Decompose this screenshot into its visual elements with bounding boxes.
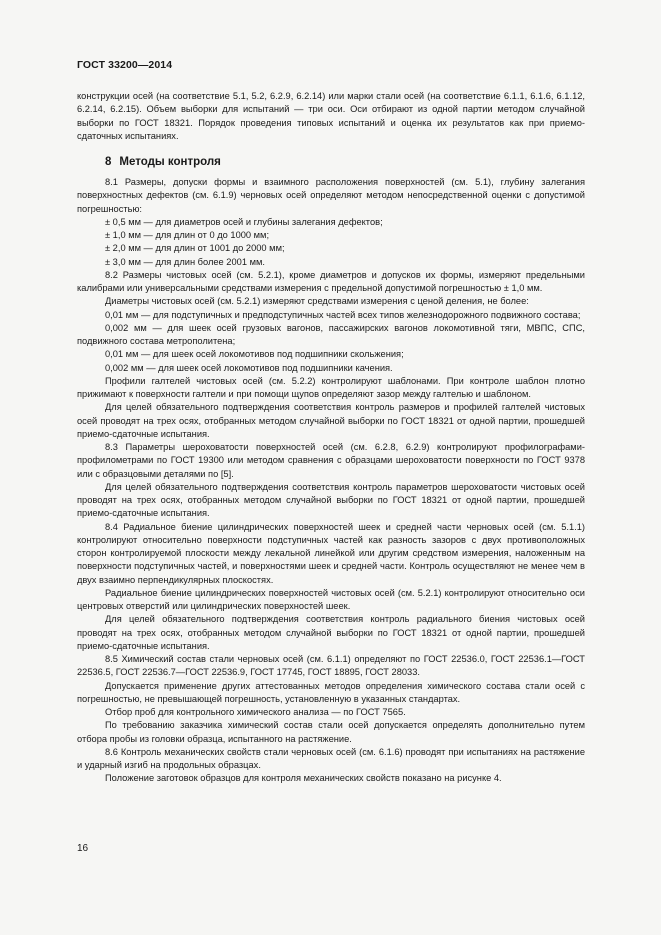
clause-8-4: 8.4 Радиальное биение цилиндрических поверхностей шеек и средней части черновых осей (см. 5.1.1) контролируют относительно поверхности подступичных частей как разность зазоров с двух противоположных сторон контролируемой плоскости между лекальной линейкой или другим средством измерения, наложенным на поверхности подступичных частей, и поверхностями шеек и средней части. Контроль осуществляют не менее чем в двух взаимно перпендикулярных плоскостях. <box>77 521 585 585</box>
tolerance-item: ± 3,0 мм — для длин более 2001 мм. <box>105 256 265 267</box>
tolerance-item: ± 2,0 мм — для длин от 1001 до 2000 мм; <box>105 243 285 254</box>
paragraph: Для целей обязательного подтверждения соответствия контроль радиального биения чистовых осей проводят на трех осях, отобранных методом случайной выборки по ГОСТ 18321 от одной партии, прошедшей приемо-сдаточные испытания. <box>77 614 585 651</box>
paragraph: Диаметры чистовых осей (см. 5.2.1) измеряют средствами измерения с ценой деления, не более: <box>105 296 529 307</box>
section-number: 8 <box>105 156 112 168</box>
paragraph: Для целей обязательного подтверждения соответствия контроль размеров и профилей галтелей чистовых осей проводят на трех осях, отобранных методом случайной выборки по ГОСТ 18321 от одной партии, прошедшей приемо-сдаточные испытания. <box>77 402 585 439</box>
clause-8-1: 8.1 Размеры, допуски формы и взаимного расположения поверхностей (см. 5.1), глубину залегания поверхностных дефектов (см. 6.1.9) черновых осей определяют методом непосредственной оценки с допустимой погрешностью: <box>77 177 585 214</box>
clause-8-5: 8.5 Химический состав стали черновых осей (см. 6.1.1) определяют по ГОСТ 22536.0, ГОСТ 22536.1—ГОСТ 22536.5, ГОСТ 22536.7—ГОСТ 22536.9, ГОСТ 17745, ГОСТ 18895, ГОСТ 28033. <box>77 654 585 678</box>
list-item: 0,01 мм — для подступичных и предподступичных частей всех типов железнодорожного подвижного состава; <box>105 309 581 320</box>
page-number: 16 <box>77 843 89 854</box>
paragraph: Радиальное биение цилиндрических поверхностей чистовых осей (см. 5.2.1) контролируют относительно оси центровых отверстий или цилиндрических поверхностей шеек. <box>77 587 585 611</box>
clause-8-3: 8.3 Параметры шероховатости поверхностей осей (см. 6.2.8, 6.2.9) контролируют профилографами-профилометрами по ГОСТ 19300 или методом сравнения с образцами шероховатости поверхности по ГОСТ 9378 или с образцовыми деталями по [5]. <box>77 442 585 479</box>
intro-paragraph: конструкции осей (на соответствие 5.1, 5.2, 6.2.9, 6.2.14) или марки стали осей (на соответствие 6.1.1, 6.1.6, 6.1.12, 6.2.14, 6.2.15). Объем выборки для испытаний — три оси. Оси отбирают из одной партии методом случайной выборки по ГОСТ 18321. Порядок проведения типовых испытаний и оценка их результатов как при приемо-сдаточных испытаниях. <box>77 91 585 141</box>
clause-8-2: 8.2 Размеры чистовых осей (см. 5.2.1), кроме диаметров и допусков их формы, измеряют предельными калибрами или универсальными средствами измерения с предельной допустимой погрешностью ± 1,0 мм. <box>77 269 585 293</box>
section-title: Методы контроля <box>119 156 221 168</box>
clause-8-6: 8.6 Контроль механических свойств стали черновых осей (см. 6.1.6) проводят при испытаниях на растяжение и ударный изгиб на продольных образцах. <box>77 746 585 770</box>
list-item: 0,002 мм — для шеек осей грузовых вагонов, пассажирских вагонов локомотивной тяги, МВПС, СПС, подвижного состава метрополитена; <box>77 322 585 346</box>
list-item: 0,01 мм — для шеек осей локомотивов под подшипники скольжения; <box>105 349 404 360</box>
section-heading <box>105 154 585 170</box>
standard-header: ГОСТ 33200—2014 <box>77 59 173 71</box>
tolerance-item: ± 0,5 мм — для диаметров осей и глубины залегания дефектов; <box>105 216 383 227</box>
paragraph: Профили галтелей чистовых осей (см. 5.2.2) контролируют шаблонами. При контроле шаблон плотно прижимают к поверхности галтели и при помощи щупов определяют зазор между галтелью и шаблоном. <box>77 375 585 399</box>
paragraph: По требованию заказчика химический состав стали осей допускается определять дополнительно путем отбора пробы из головки образца, испытанного на растяжение. <box>77 720 585 744</box>
page-body <box>77 90 585 786</box>
paragraph: Допускается применение других аттестованных методов определения химического состава стали осей с погрешностью, не превышающей погрешность, установленную в указанных стандартах. <box>77 680 585 704</box>
tolerance-item: ± 1,0 мм — для длин от 0 до 1000 мм; <box>105 230 270 240</box>
list-item: 0,002 мм — для шеек осей локомотивов под подшипники качения. <box>105 362 393 373</box>
paragraph: Для целей обязательного подтверждения соответствия контроль параметров шероховатости чистовых осей проводят на трех осях, отобранных методом случайной выборки по ГОСТ 18321 от одной партии, прошедшей приемо-сдаточные испытания. <box>77 481 585 519</box>
paragraph: Положение заготовок образцов для контроля механических свойств показано на рисунке 4. <box>105 773 502 784</box>
paragraph: Отбор проб для контрольного химического анализа — по ГОСТ 7565. <box>105 707 406 717</box>
